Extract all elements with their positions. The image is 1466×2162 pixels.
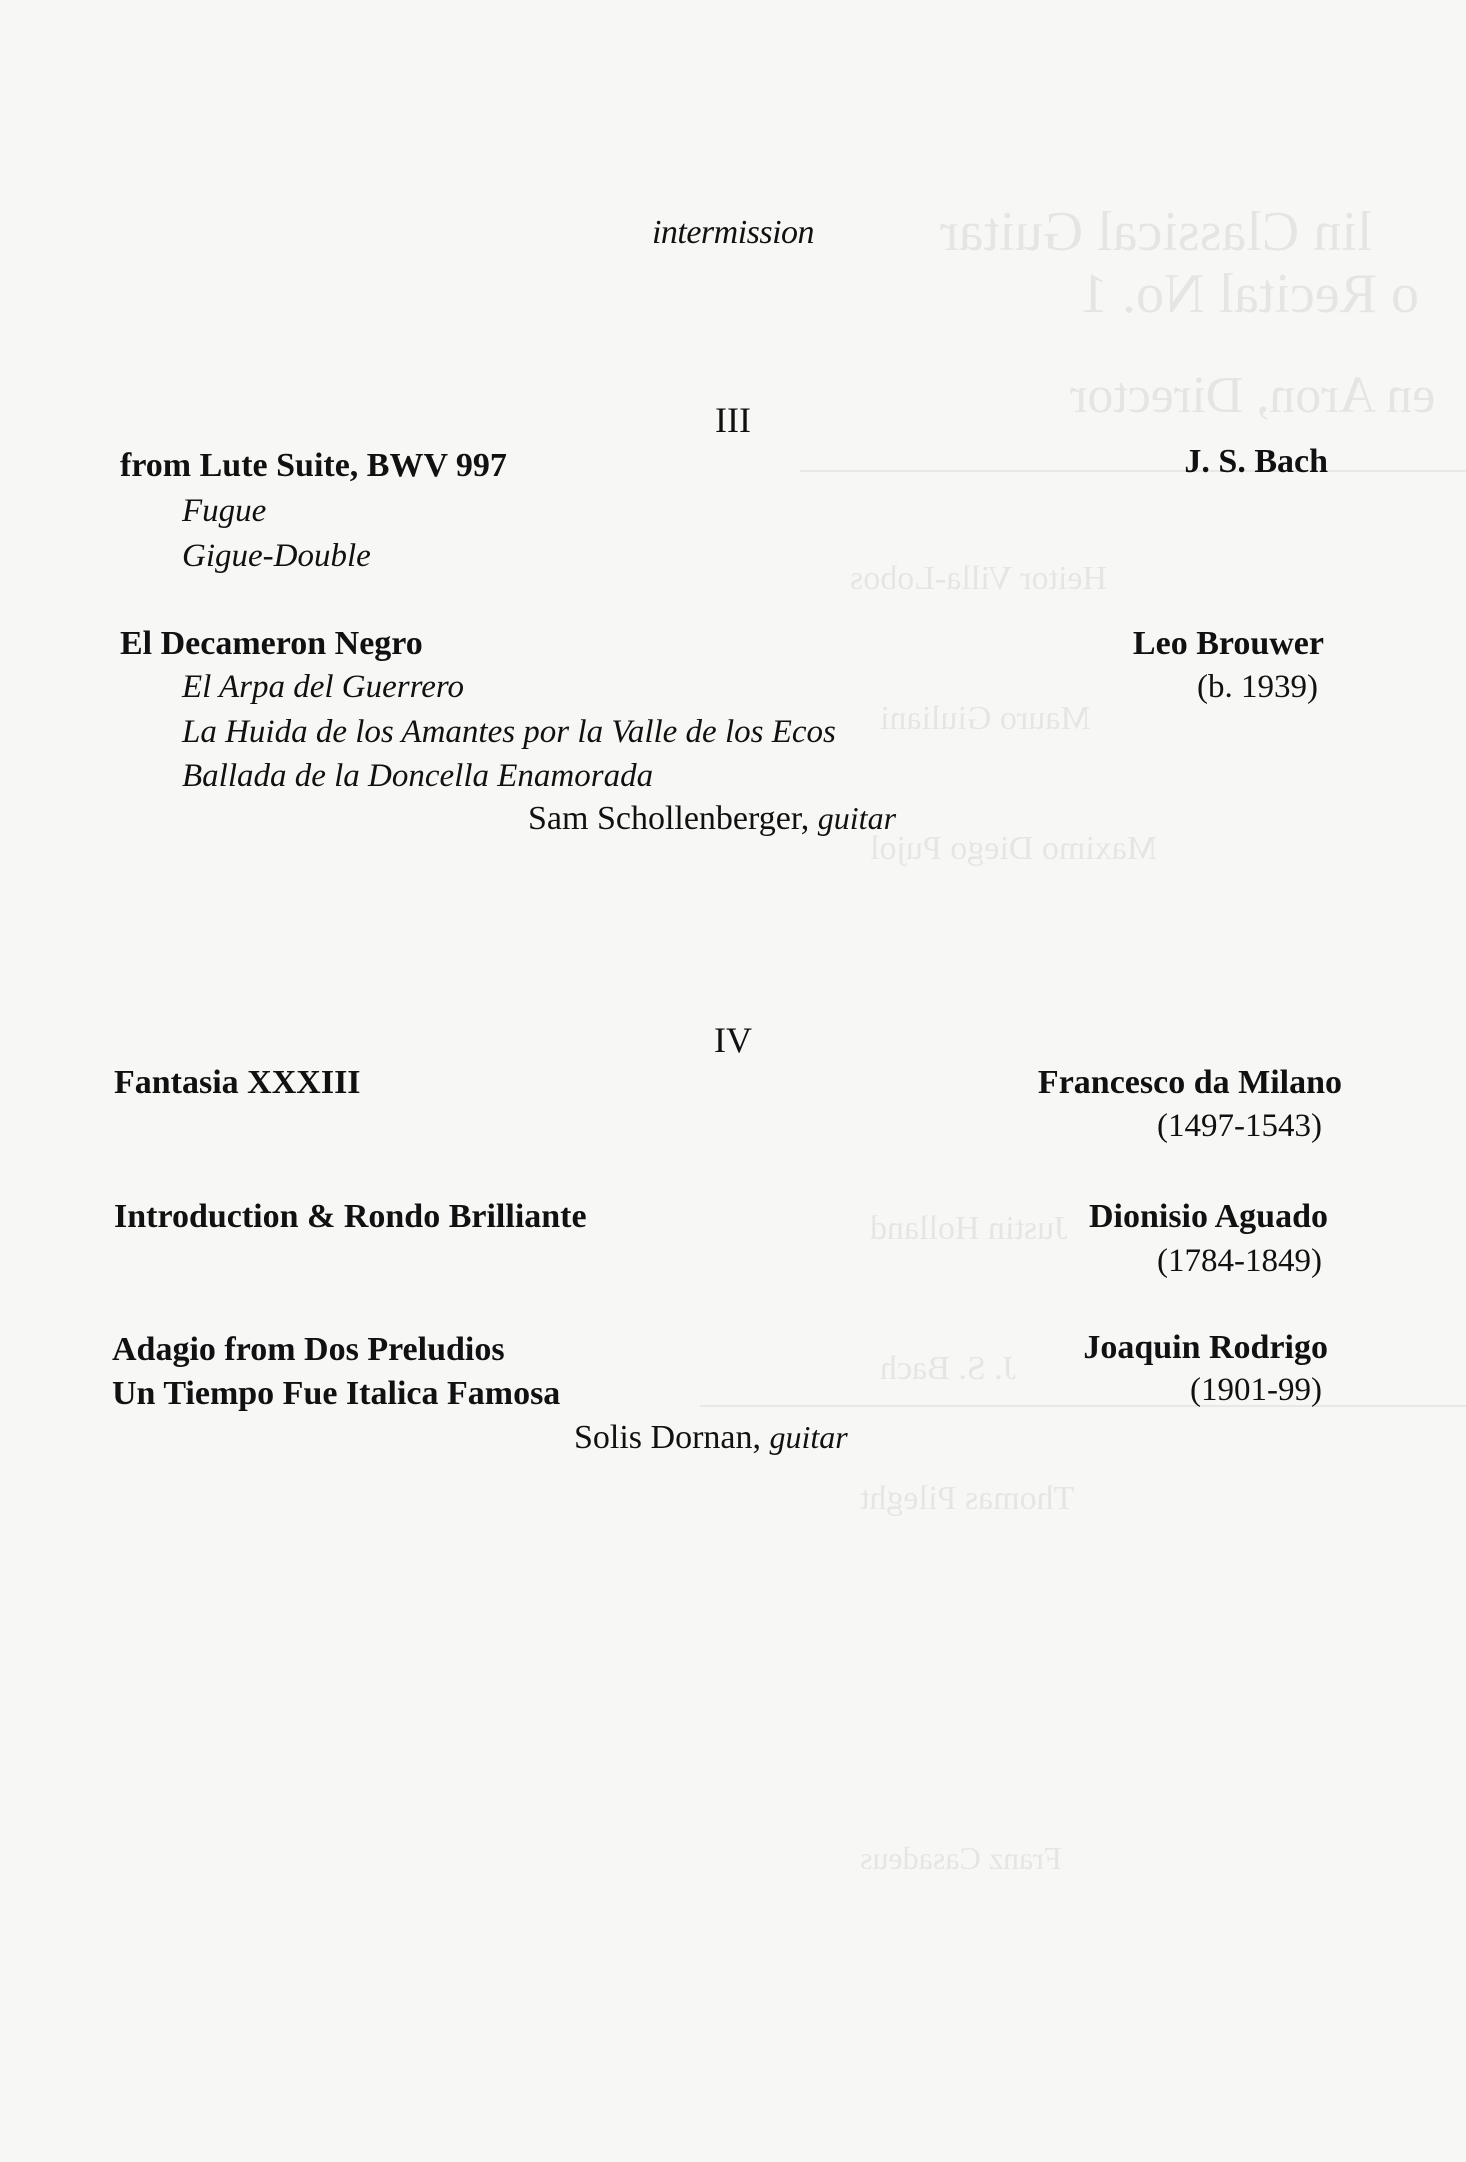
performer-name: Sam Schollenberger,: [528, 800, 810, 837]
movement-fugue: Fugue: [182, 493, 267, 529]
show-through-text: lin Classical Guitar: [940, 201, 1373, 263]
section-numeral-iv: IV: [714, 1020, 752, 1060]
composer-brouwer: Leo Brouwer: [1132, 625, 1324, 662]
show-through-rule: [800, 470, 1466, 472]
dates-aguado: (1784-1849): [1157, 1243, 1322, 1279]
show-through-text: Mauro Giuliani: [880, 700, 1091, 737]
dates-rodrigo: (1901-99): [1190, 1372, 1322, 1408]
piece-title-introduction-rondo: Introduction & Rondo Brilliante: [114, 1198, 587, 1235]
performer-role: guitar: [769, 1419, 848, 1455]
performer-credit-iv: [574, 1421, 848, 1455]
performer-credit-iii: [528, 802, 896, 836]
intermission-label: intermission: [651, 214, 815, 251]
composer-rodrigo: Joaquin Rodrigo: [1083, 1329, 1328, 1366]
show-through-text: Justin Holland: [870, 1210, 1068, 1247]
dates-brouwer: (b. 1939): [1197, 669, 1318, 705]
piece-title-lute-suite: from Lute Suite, BWV 997: [120, 447, 507, 484]
performer-name: Solis Dornan,: [574, 1419, 761, 1456]
show-through-text: en Aron, Director: [1070, 367, 1436, 424]
movement-gigue-double: Gigue-Double: [182, 538, 371, 574]
show-through-text: J. S. Bach: [880, 1350, 1016, 1387]
piece-title-adagio-dos-preludios: Adagio from Dos Preludios: [112, 1331, 505, 1368]
show-through-rule: [700, 1405, 1466, 1407]
piece-title-decameron-negro: El Decameron Negro: [120, 625, 423, 662]
show-through-text: Maximo Diego Pujol: [870, 830, 1158, 867]
composer-aguado: Dionisio Aguado: [1088, 1198, 1328, 1235]
dates-da-milano: (1497-1543): [1157, 1108, 1322, 1144]
movement-huida-amantes: La Huida de los Amantes por la Valle de los Ecos: [182, 714, 836, 750]
show-through-text: Franz Casadeus: [860, 1840, 1062, 1876]
movement-arpa-guerrero: El Arpa del Guerrero: [182, 669, 464, 705]
section-numeral-iii: III: [715, 400, 751, 440]
composer-da-milano: Francesco da Milano: [1037, 1064, 1342, 1101]
performer-role: guitar: [817, 800, 897, 836]
movement-ballada-doncella: Ballada de la Doncella Enamorada: [182, 758, 654, 794]
show-through-text: Heitor Villa-Lobos: [850, 560, 1108, 597]
piece-title-un-tiempo: Un Tiempo Fue Italica Famosa: [112, 1375, 561, 1412]
piece-title-fantasia-xxxiii: Fantasia XXXIII: [114, 1064, 361, 1101]
show-through-text: Thomas Pileght: [860, 1480, 1075, 1517]
show-through-text: o Recital No. 1: [1080, 263, 1420, 325]
composer-bach: J. S. Bach: [1184, 443, 1328, 480]
